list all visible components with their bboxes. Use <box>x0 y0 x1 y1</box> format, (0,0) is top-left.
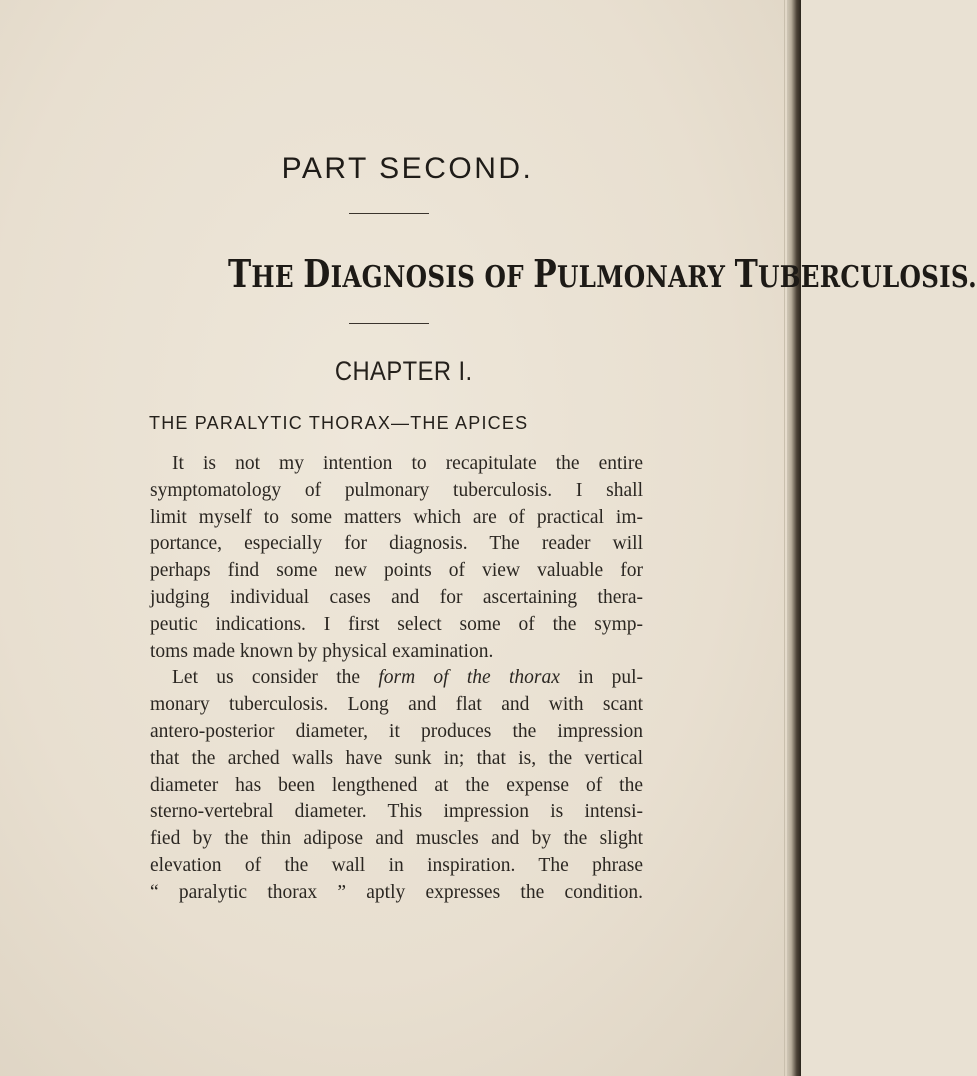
body-line: limit myself to some matters which are of practical im- <box>150 506 643 528</box>
body-line: peutic indications. I first select some of the symp- <box>150 613 643 635</box>
title-word-part: ULMONARY <box>556 260 726 295</box>
body-line: “ paralytic thorax ” aptly expresses the condition. <box>150 881 643 903</box>
title-word: OF <box>484 260 524 295</box>
title-word-part: UBERCULOSIS. <box>758 260 977 295</box>
body-text-run: Let us consider the <box>172 667 361 689</box>
part-heading: PART SECOND. <box>281 152 534 185</box>
book-title <box>228 251 977 300</box>
body-line: sterno-vertebral diameter. This impression is intensi- <box>150 801 643 823</box>
body-line: perhaps find some new points of view valuable for <box>150 560 643 582</box>
body-line: monary tuberculosis. Long and flat and with scant <box>150 694 643 716</box>
body-text-run: in pul- <box>578 667 644 689</box>
title-letter: D <box>303 251 331 296</box>
body-line: toms made known by physical examination. <box>150 640 494 662</box>
body-line: portance, especially for diagnosis. The reader will <box>150 533 643 555</box>
body-line: It is not my intention to recapitulate the entire <box>172 453 643 474</box>
body-line: antero-posterior diameter, it produces the impression <box>150 720 643 742</box>
title-word-part: IAGNOSIS <box>330 260 476 295</box>
section-subtitle: THE PARALYTIC THORAX—THE APICES <box>149 413 529 433</box>
body-line: elevation of the wall in inspiration. The phrase <box>150 854 643 876</box>
divider-rule-bottom <box>349 323 429 324</box>
body-line: symptomatology of pulmonary tuberculosis. I shall <box>150 479 643 501</box>
title-letter: T <box>734 251 759 296</box>
body-line: that the arched walls have sunk in; that is, the vertical <box>150 747 643 769</box>
body-text <box>150 451 643 907</box>
italic-phrase: form of the thorax <box>378 667 560 689</box>
divider-rule-top <box>349 213 429 214</box>
title-letter: P <box>533 251 557 296</box>
title-word-part: HE <box>251 260 294 295</box>
chapter-heading: CHAPTER I. <box>334 356 473 386</box>
body-line <box>150 665 643 692</box>
body-line: diameter has been lengthened at the expense of the <box>150 774 643 796</box>
body-line: judging individual cases and for ascertaining thera- <box>150 586 643 608</box>
body-line: fied by the thin adipose and muscles and by the slight <box>150 828 643 850</box>
title-letter: T <box>228 251 252 296</box>
